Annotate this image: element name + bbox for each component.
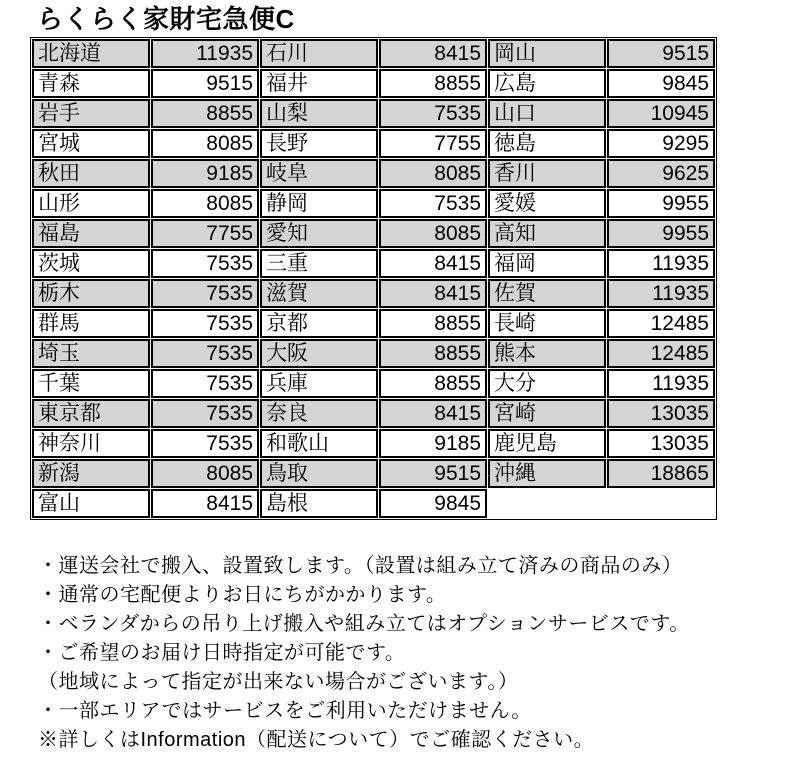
price-cell: 8855 xyxy=(379,309,487,338)
prefecture-cell: 埼玉 xyxy=(32,339,150,368)
note-line: ・ベランダからの吊り上げ搬入や組み立てはオプションサービスです。 xyxy=(38,612,690,635)
prefecture-cell: 茨城 xyxy=(32,249,150,278)
table-row xyxy=(32,219,715,248)
price-cell: 9955 xyxy=(607,219,715,248)
price-cell: 8085 xyxy=(151,189,259,218)
table-row xyxy=(32,129,715,158)
price-cell: 8855 xyxy=(379,369,487,398)
prefecture-cell: 京都 xyxy=(260,309,378,338)
prefecture-cell: 愛知 xyxy=(260,219,378,248)
empty-cell xyxy=(488,489,606,518)
price-cell: 13035 xyxy=(607,399,715,428)
price-cell: 7535 xyxy=(379,189,487,218)
prefecture-cell: 長崎 xyxy=(488,309,606,338)
prefecture-cell: 岡山 xyxy=(488,39,606,68)
prefecture-cell: 島根 xyxy=(260,489,378,518)
price-cell: 11935 xyxy=(607,369,715,398)
prefecture-cell: 鹿児島 xyxy=(488,429,606,458)
price-cell: 18865 xyxy=(607,459,715,488)
price-cell: 11935 xyxy=(151,39,259,68)
prefecture-cell: 富山 xyxy=(32,489,150,518)
prefecture-cell: 千葉 xyxy=(32,369,150,398)
prefecture-cell: 大分 xyxy=(488,369,606,398)
prefecture-cell: 福岡 xyxy=(488,249,606,278)
prefecture-cell: 佐賀 xyxy=(488,279,606,308)
price-cell: 9515 xyxy=(379,459,487,488)
shipping-fee-table xyxy=(30,37,717,520)
table-row xyxy=(32,159,715,188)
table-row xyxy=(32,459,715,488)
prefecture-cell: 沖縄 xyxy=(488,459,606,488)
prefecture-cell: 神奈川 xyxy=(32,429,150,458)
note-line: （地域によって指定が出来ない場合がございます。） xyxy=(38,670,519,693)
prefecture-cell: 兵庫 xyxy=(260,369,378,398)
price-cell: 9515 xyxy=(607,39,715,68)
prefecture-cell: 岩手 xyxy=(32,99,150,128)
table-row xyxy=(32,99,715,128)
prefecture-cell: 鳥取 xyxy=(260,459,378,488)
price-cell: 8855 xyxy=(379,339,487,368)
price-cell: 8085 xyxy=(379,219,487,248)
price-cell: 9845 xyxy=(379,489,487,518)
prefecture-cell: 三重 xyxy=(260,249,378,278)
prefecture-cell: 青森 xyxy=(32,69,150,98)
price-cell: 8415 xyxy=(379,399,487,428)
note-line: ・運送会社で搬入、設置致します。（設置は組み立て済みの商品のみ） xyxy=(38,554,683,577)
prefecture-cell: 新潟 xyxy=(32,459,150,488)
price-cell: 10945 xyxy=(607,99,715,128)
prefecture-cell: 東京都 xyxy=(32,399,150,428)
table-row xyxy=(32,489,715,518)
price-cell: 8085 xyxy=(379,159,487,188)
prefecture-cell: 滋賀 xyxy=(260,279,378,308)
prefecture-cell: 宮城 xyxy=(32,129,150,158)
prefecture-cell: 群馬 xyxy=(32,309,150,338)
price-cell: 8085 xyxy=(151,459,259,488)
prefecture-cell: 香川 xyxy=(488,159,606,188)
prefecture-cell: 宮崎 xyxy=(488,399,606,428)
price-cell: 12485 xyxy=(607,339,715,368)
note-line: ※詳しくはInformation（配送について）でご確認ください。 xyxy=(38,728,595,751)
price-cell: 12485 xyxy=(607,309,715,338)
price-cell: 7535 xyxy=(151,249,259,278)
table-row xyxy=(32,249,715,278)
price-cell: 7755 xyxy=(151,219,259,248)
price-cell: 8415 xyxy=(379,39,487,68)
prefecture-cell: 福井 xyxy=(260,69,378,98)
prefecture-cell: 広島 xyxy=(488,69,606,98)
note-line: ・一部エリアではサービスをご利用いただけません。 xyxy=(38,699,532,722)
price-cell: 11935 xyxy=(607,249,715,278)
price-cell: 8855 xyxy=(151,99,259,128)
fee-table-rows xyxy=(32,39,715,518)
price-cell: 7755 xyxy=(379,129,487,158)
prefecture-cell: 大阪 xyxy=(260,339,378,368)
prefecture-cell: 岐阜 xyxy=(260,159,378,188)
prefecture-cell: 奈良 xyxy=(260,399,378,428)
prefecture-cell: 徳島 xyxy=(488,129,606,158)
price-cell: 8855 xyxy=(379,69,487,98)
note-line: ・ご希望のお届け日時指定が可能です。 xyxy=(38,641,406,664)
table-row xyxy=(32,429,715,458)
prefecture-cell: 山形 xyxy=(32,189,150,218)
table-row xyxy=(32,399,715,428)
price-cell: 9625 xyxy=(607,159,715,188)
price-cell: 9185 xyxy=(151,159,259,188)
notes-section xyxy=(38,552,800,755)
table-row xyxy=(32,39,715,68)
price-cell: 7535 xyxy=(151,369,259,398)
price-cell: 7535 xyxy=(379,99,487,128)
price-cell: 7535 xyxy=(151,309,259,338)
prefecture-cell: 熊本 xyxy=(488,339,606,368)
table-row xyxy=(32,69,715,98)
prefecture-cell: 栃木 xyxy=(32,279,150,308)
table-row xyxy=(32,369,715,398)
price-cell: 9955 xyxy=(607,189,715,218)
price-cell: 11935 xyxy=(607,279,715,308)
price-cell: 9845 xyxy=(607,69,715,98)
table-row xyxy=(32,339,715,368)
price-cell: 8415 xyxy=(151,489,259,518)
prefecture-cell: 静岡 xyxy=(260,189,378,218)
table-row xyxy=(32,279,715,308)
price-cell: 7535 xyxy=(151,339,259,368)
prefecture-cell: 和歌山 xyxy=(260,429,378,458)
price-cell: 8085 xyxy=(151,129,259,158)
price-cell: 8415 xyxy=(379,279,487,308)
price-cell: 9295 xyxy=(607,129,715,158)
prefecture-cell: 愛媛 xyxy=(488,189,606,218)
price-cell: 13035 xyxy=(607,429,715,458)
prefecture-cell: 長野 xyxy=(260,129,378,158)
prefecture-cell: 山口 xyxy=(488,99,606,128)
price-cell: 7535 xyxy=(151,399,259,428)
price-cell: 9515 xyxy=(151,69,259,98)
table-row xyxy=(32,189,715,218)
prefecture-cell: 山梨 xyxy=(260,99,378,128)
price-cell: 9185 xyxy=(379,429,487,458)
price-cell: 8415 xyxy=(379,249,487,278)
prefecture-cell: 北海道 xyxy=(32,39,150,68)
price-cell: 7535 xyxy=(151,279,259,308)
page-title: らくらく家財宅急便C xyxy=(37,4,295,34)
empty-cell xyxy=(607,489,715,518)
note-line: ・通常の宅配便よりお日にちがかかります。 xyxy=(38,583,447,606)
prefecture-cell: 石川 xyxy=(260,39,378,68)
prefecture-cell: 秋田 xyxy=(32,159,150,188)
prefecture-cell: 福島 xyxy=(32,219,150,248)
price-cell: 7535 xyxy=(151,429,259,458)
prefecture-cell: 高知 xyxy=(488,219,606,248)
table-row xyxy=(32,309,715,338)
